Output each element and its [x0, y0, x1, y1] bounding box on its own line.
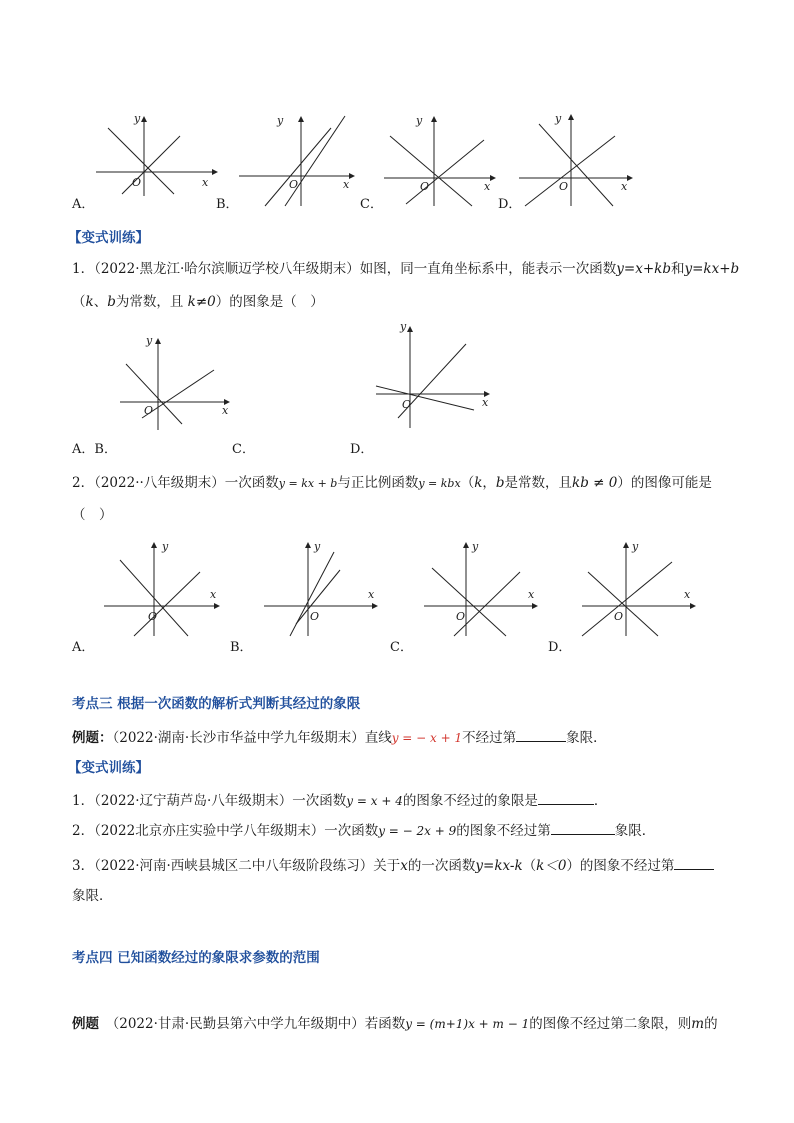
axis-y-label: y: [632, 540, 639, 553]
origin-label: O: [456, 610, 466, 623]
graph-q2-d: [578, 538, 708, 638]
origin-label: O: [614, 610, 624, 623]
answer-blank[interactable]: [674, 855, 714, 870]
q2-option-a: A．: [72, 640, 95, 655]
y-arrow: [151, 542, 157, 548]
line-2: [122, 136, 180, 194]
y-arrow: [568, 114, 574, 120]
answer-blank[interactable]: [516, 727, 566, 742]
line-1: [126, 364, 182, 424]
x-arrow: [627, 175, 633, 181]
axis-x-label: x: [210, 588, 217, 601]
y-arrow: [463, 542, 469, 548]
graph-top-b: [235, 108, 365, 208]
axis-x-label: x: [528, 588, 535, 601]
q2-option-d: D．: [548, 640, 572, 655]
y-arrow: [431, 116, 437, 122]
origin-label: O: [148, 610, 158, 623]
axis-y-label: y: [277, 114, 284, 127]
axis-x-label: x: [621, 180, 628, 193]
section3-title: 考点三 根据一次函数的解析式判断其经过的象限: [72, 696, 361, 712]
section3-example: 例题：（2022·湖南·长沙市华益中学九年级期末）直线y = − x + 1不经过第 象限．: [72, 727, 607, 748]
axis-x-label: x: [684, 588, 691, 601]
axis-x-label: x: [343, 178, 350, 191]
q1-option-d: D．: [350, 442, 374, 457]
section3-q3: 3．（2022·河南·西峡县城区二中八年级阶段练习）关于x的一次函数y=kx-k（k＜0）的图象不经过第: [72, 855, 714, 876]
graph-q2-a: [100, 538, 230, 638]
axis-y-label: y: [134, 112, 141, 125]
graph-top-d: [515, 108, 645, 208]
q2-option-c: C．: [390, 640, 413, 655]
x-arrow: [212, 169, 218, 175]
line-2: [406, 140, 484, 204]
q2-line-2: （ ）: [72, 507, 113, 523]
axis-x-label: x: [222, 404, 229, 417]
answer-blank[interactable]: [551, 820, 615, 835]
formula-2: y=kx+b: [684, 261, 740, 277]
y-arrow: [305, 542, 311, 548]
line-1: [285, 116, 345, 206]
graph-top-c: [380, 108, 510, 208]
graph-top-a: [92, 108, 222, 198]
line-2: [376, 386, 474, 410]
line-1: [390, 136, 472, 206]
q2-line-1: 2．（2022··八年级期末）一次函数y = kx + b与正比例函数y = kbx（k，b是常数，且kb ≠ 0）的图像可能是: [72, 475, 712, 491]
axis-x-label: x: [368, 588, 375, 601]
x-arrow: [349, 173, 355, 179]
variant-heading: 【变式训练】: [68, 230, 149, 246]
line-2: [582, 562, 672, 636]
q1-line-1: 1．（2022·黑龙江·哈尔滨顺迈学校八年级期末）如图，同一直角坐标系中，能表示一次函数y=x+kb和y=kx+b: [72, 261, 740, 277]
origin-label: O: [132, 176, 142, 189]
y-arrow: [407, 326, 413, 332]
graph-q1-left: [116, 332, 246, 432]
axis-y-label: y: [400, 320, 407, 333]
origin-label: O: [420, 180, 430, 193]
option-c-label: C．: [360, 197, 383, 212]
x-arrow: [490, 175, 496, 181]
axis-y-label: y: [472, 540, 479, 553]
line-2: [265, 128, 331, 206]
x-arrow: [690, 603, 696, 609]
line-2: [134, 572, 200, 636]
axis-y-label: y: [146, 334, 153, 347]
section3-variant-heading: 【变式训练】: [68, 760, 149, 776]
section3-q3-line2: 象限．: [72, 888, 113, 904]
axis-y-label: y: [555, 112, 562, 125]
x-arrow: [532, 603, 538, 609]
graph-q1-right: [372, 318, 502, 430]
line-1: [539, 124, 613, 206]
line-2: [454, 572, 520, 636]
section3-q1: 1．（2022·辽宁葫芦岛·八年级期末）一次函数y = x + 4的图象不经过的象限是 ．: [72, 790, 607, 811]
formula-1: y=x+kb: [616, 261, 671, 277]
y-arrow: [623, 542, 629, 548]
example-formula: y = − x + 1: [391, 731, 463, 745]
origin-label: O: [310, 610, 320, 623]
y-arrow: [298, 116, 304, 122]
q1-option-ab: A．B．: [72, 442, 117, 457]
origin-label: O: [144, 404, 154, 417]
x-arrow: [372, 603, 378, 609]
graph-q2-c: [420, 538, 550, 638]
section3-q2: 2．（2022北京亦庄实验中学八年级期末）一次函数y = − 2x + 9的图象不经过第 象限．: [72, 820, 655, 841]
answer-blank[interactable]: [538, 790, 594, 805]
axis-y-label: y: [314, 540, 321, 553]
q1-option-c: C．: [232, 442, 255, 457]
y-arrow: [141, 116, 147, 122]
line-2: [525, 136, 615, 206]
origin-label: O: [289, 178, 299, 191]
axis-y-label: y: [162, 540, 169, 553]
q2-option-b: B．: [230, 640, 253, 655]
section4-example: 例题 （2022·甘肃·民勤县第六中学九年级期中）若函数y = (m+1)x + m − 1的图像不经过第二象限，则m的: [72, 1016, 718, 1032]
formula-1: y = kx + b: [278, 477, 338, 490]
origin-label: O: [402, 398, 412, 411]
line-1: [432, 568, 506, 636]
option-a-label: A．: [72, 197, 95, 212]
section4-title: 考点四 已知函数经过的象限求参数的范围: [72, 950, 320, 966]
formula-2: y = kbx: [418, 477, 461, 490]
option-b-label: B．: [216, 197, 239, 212]
y-arrow: [155, 338, 161, 344]
q1-line-2: （k、b为常数，且 k≠0）的图象是（ ）: [72, 294, 324, 310]
axis-x-label: x: [482, 396, 489, 409]
x-arrow: [214, 603, 220, 609]
axis-x-label: x: [484, 180, 491, 193]
axis-y-label: y: [416, 114, 423, 127]
option-d-label: D．: [498, 197, 522, 212]
origin-label: O: [559, 180, 569, 193]
graph-q2-b: [260, 538, 390, 638]
axis-x-label: x: [202, 176, 209, 189]
